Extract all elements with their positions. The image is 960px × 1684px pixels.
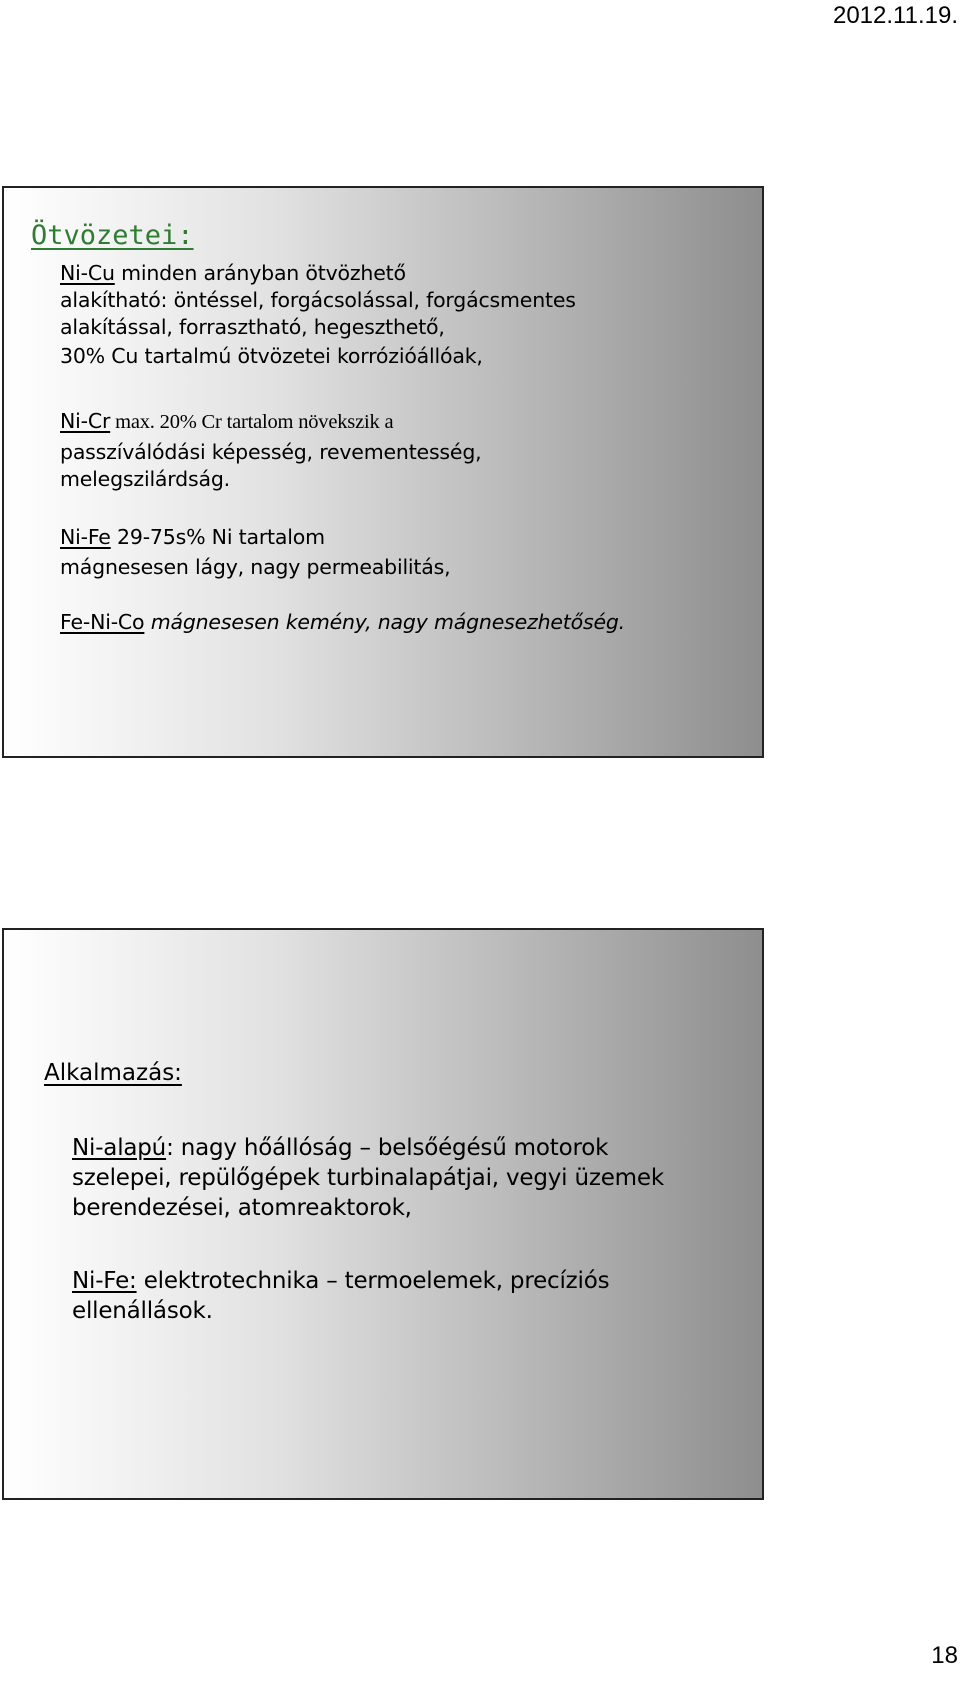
print-date: 2012.11.19. [832,2,958,29]
nife-app-term: Ni-Fe: [72,1268,137,1294]
nicu-line-2: alakítható: öntéssel, forgácsolással, forgácsmentes [60,288,576,312]
nicr-text: max. 20% Cr tartalom növekszik a [110,411,394,433]
nicu-line-4: 30% Cu tartalmú ötvözetei korrózióállóak, [60,344,483,368]
nicr-term: Ni-Cr [60,409,111,433]
nibase-text: : nagy hőállóság – belsőégésű motorok [166,1135,609,1161]
fenico-term: Fe-Ni-Co [60,610,145,634]
nicu-line-1 [60,259,406,287]
fenico-line-1 [60,608,625,636]
nicu-term: Ni-Cu [60,261,115,285]
nife-line-1 [60,523,325,551]
nibase-term: Ni-alapú [72,1135,167,1161]
fenico-text: mágnesesen kemény, nagy mágnesezhetőség. [144,610,625,634]
page-number: 18 [931,1642,958,1669]
nife-app-line-1 [72,1266,609,1296]
nife-line-2: mágnesesen lágy, nagy permeabilitás, [60,555,451,579]
nife-app-text: elektrotechnika – termoelemek, precíziós [136,1268,610,1294]
nife-text: 29-75s% Ni tartalom [110,525,325,549]
nibase-line-1 [72,1133,608,1163]
nicr-line-3: melegszilárdság. [60,467,230,491]
nife-term: Ni-Fe [60,525,111,549]
nibase-line-2: szelepei, repülőgépek turbinalapátjai, vegyi üzemek [72,1165,664,1191]
slide-title: Ötvözetei: [31,220,194,251]
nicu-line-3: alakítással, forrasztható, hegeszthető, [60,315,445,339]
slide-applications [2,928,764,1500]
nife-app-line-2: ellenállások. [72,1298,213,1324]
nicu-text: minden arányban ötvözhető [114,261,406,285]
slide-title: Alkalmazás: [44,1060,182,1086]
nicr-line-1 [60,407,393,436]
slide-alloys [2,186,764,758]
nicr-line-2: passzíválódási képesség, revementesség, [60,440,482,464]
nibase-line-3: berendezései, atomreaktorok, [72,1195,412,1221]
